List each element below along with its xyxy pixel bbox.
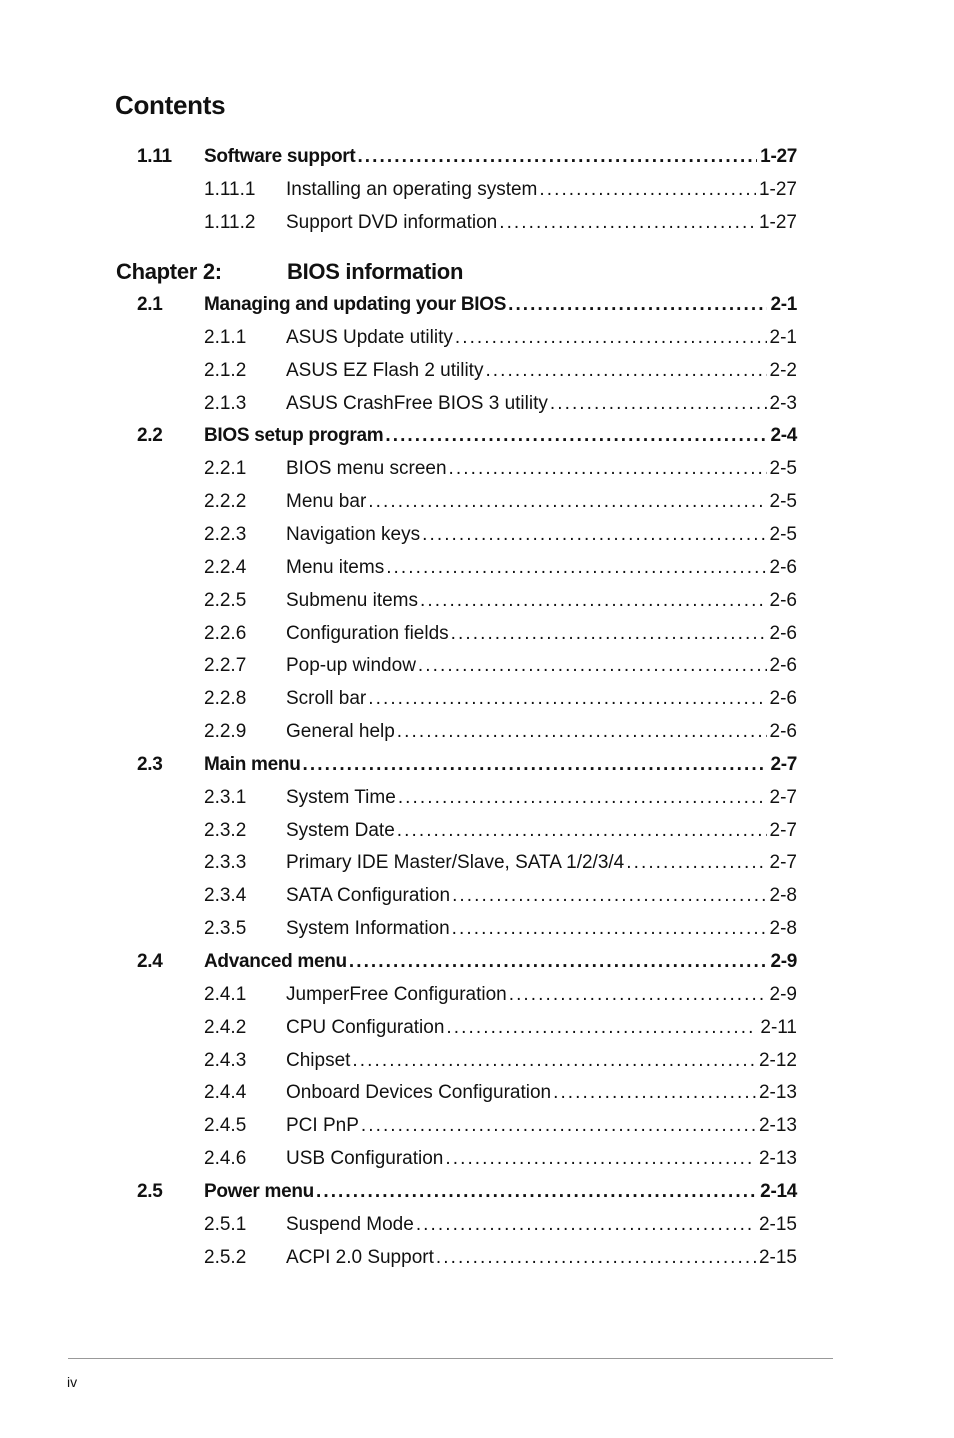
toc-entry-line <box>286 1049 797 1073</box>
dot-leader <box>446 1016 757 1040</box>
toc-entry-number: 2.5.1 <box>204 1213 247 1235</box>
toc-entry-number: 2.1.1 <box>204 326 247 348</box>
toc-entry-title: System Information <box>286 918 450 940</box>
toc-entry-line <box>286 884 797 908</box>
toc-entry-line <box>286 1147 797 1171</box>
toc-entry-number: 2.2.2 <box>204 491 247 513</box>
toc-entry-page: 2-4 <box>770 425 797 447</box>
dot-leader <box>385 424 767 448</box>
toc-entry-page: 2-6 <box>769 688 797 710</box>
toc-entry-page: 2-7 <box>769 852 797 874</box>
toc-entry-title: Configuration fields <box>286 622 449 644</box>
toc-entry-number: 1.11 <box>137 146 172 167</box>
chapter-title: BIOS information <box>287 259 464 284</box>
toc-entry-2-4-4[interactable] <box>0 1081 954 1105</box>
dot-leader <box>352 1049 756 1073</box>
toc-entry-line <box>286 819 797 843</box>
toc-entry-2-1[interactable] <box>0 293 954 317</box>
toc-entry-2-4-6[interactable] <box>0 1147 954 1171</box>
toc-entry-page: 2-7 <box>769 786 797 808</box>
toc-entry-title: Main menu <box>204 753 301 775</box>
toc-entry-2-4-3[interactable] <box>0 1049 954 1073</box>
toc-entry-number: 2.1.3 <box>204 392 247 414</box>
dot-leader <box>303 753 768 777</box>
toc-entry-line <box>286 457 797 481</box>
toc-entry-title: General help <box>286 721 395 743</box>
toc-entry-line <box>286 359 797 383</box>
toc-entry-page: 2-5 <box>769 458 797 480</box>
dot-leader <box>550 392 767 416</box>
toc-entry-page: 2-11 <box>760 1016 797 1038</box>
toc-entry-title: USB Configuration <box>286 1148 444 1170</box>
toc-entry-line <box>204 424 797 448</box>
toc-entry-2-4[interactable] <box>0 950 954 974</box>
toc-entry-line <box>286 178 797 202</box>
toc-entry-page: 2-9 <box>770 951 797 972</box>
toc-entry-title: BIOS setup program <box>204 425 384 447</box>
toc-entry-number: 2.1 <box>137 294 163 315</box>
toc-entry-number: 2.3.1 <box>204 786 247 808</box>
toc-entry-number: 2.2.3 <box>204 523 247 545</box>
toc-entry-page: 2-6 <box>769 622 797 644</box>
toc-entry-line <box>286 490 797 514</box>
toc-entry-page: 2-6 <box>769 655 797 677</box>
toc-entry-number: 2.3.3 <box>204 852 247 874</box>
toc-entry-page: 2-13 <box>758 1148 797 1170</box>
dot-leader <box>452 884 766 908</box>
toc-entry-title: Power menu <box>204 1180 314 1202</box>
dot-leader <box>418 654 767 678</box>
toc-entry-number: 2.3.5 <box>204 918 247 940</box>
toc-entry-page: 2-15 <box>758 1246 797 1268</box>
toc-entry-title: Submenu items <box>286 589 419 611</box>
toc-entry-2-2-1[interactable] <box>0 457 954 481</box>
toc-entry-line <box>286 1246 797 1270</box>
toc-entry-title: Advanced menu <box>204 951 347 972</box>
toc-entry-line <box>286 983 797 1007</box>
toc-entry-number: 1.11.1 <box>204 179 256 200</box>
toc-entry-title: SATA Configuration <box>286 885 451 907</box>
toc-entry-page: 2-7 <box>769 819 797 841</box>
toc-entry-2-5-2[interactable] <box>0 1246 954 1270</box>
toc-entry-page: 1-27 <box>758 212 797 233</box>
toc-entry-2-2-6[interactable] <box>0 622 954 646</box>
toc-entry-2-4-5[interactable] <box>0 1114 954 1138</box>
toc-entry-2-3-1[interactable] <box>0 786 954 810</box>
toc-entry-line <box>286 392 797 416</box>
toc-entry-2-1-3[interactable] <box>0 392 954 416</box>
dot-leader <box>422 523 766 547</box>
toc-entry-title: Chipset <box>286 1049 351 1071</box>
dot-leader <box>361 1114 756 1138</box>
toc-entry-page: 2-2 <box>769 359 797 381</box>
toc-entry-2-4-1[interactable] <box>0 983 954 1007</box>
toc-entry-title: Scroll bar <box>286 688 367 710</box>
toc-entry-number: 2.1.2 <box>204 359 247 381</box>
toc-entry-number: 2.3 <box>137 753 163 775</box>
page-title: Contents <box>115 90 226 120</box>
dot-leader <box>445 1147 756 1171</box>
toc-entry-title: Installing an operating system <box>286 179 538 200</box>
toc-entry-2-3-2[interactable] <box>0 819 954 843</box>
toc-entry-page: 2-6 <box>769 556 797 578</box>
toc-entry-number: 2.4.6 <box>204 1148 247 1170</box>
footer-page-number: iv <box>67 1374 78 1390</box>
toc-entry-line <box>286 1213 797 1237</box>
dot-leader <box>357 145 757 169</box>
dot-leader <box>499 211 756 235</box>
toc-entry-2-2-9[interactable] <box>0 720 954 744</box>
toc-entry-title: PCI PnP <box>286 1115 359 1137</box>
dot-leader <box>449 457 767 481</box>
toc-entry-number: 2.4 <box>137 951 163 972</box>
toc-entry-page: 2-12 <box>758 1049 797 1071</box>
toc-entry-number: 2.2.4 <box>204 556 247 578</box>
toc-entry-page: 2-14 <box>760 1180 797 1202</box>
toc-entry-number: 2.3.2 <box>204 819 247 841</box>
toc-entry-title: ACPI 2.0 Support <box>286 1246 434 1268</box>
dot-leader <box>539 178 756 202</box>
toc-entry-2-1-1[interactable] <box>0 326 954 350</box>
toc-entry-page: 2-1 <box>769 326 797 348</box>
dot-leader <box>398 786 767 810</box>
toc-entry-number: 2.4.5 <box>204 1115 247 1137</box>
toc-entry-title: ASUS CrashFree BIOS 3 utility <box>286 392 548 414</box>
toc-entry-line <box>286 720 797 744</box>
toc-entry-number: 2.2.1 <box>204 458 247 480</box>
toc-entry-line <box>204 145 797 169</box>
toc-entry-2-2-5[interactable] <box>0 589 954 613</box>
toc-entry-number: 2.2.7 <box>204 655 247 677</box>
toc-entry-number: 2.4.3 <box>204 1049 247 1071</box>
toc-entry-1-11-2[interactable] <box>0 211 954 235</box>
toc-entry-line <box>204 293 797 317</box>
dot-leader <box>508 293 767 317</box>
toc-entry-page: 2-15 <box>758 1213 797 1235</box>
toc-entry-page: 2-6 <box>769 721 797 743</box>
toc-entry-line <box>286 687 797 711</box>
toc-entry-number: 2.4.4 <box>204 1082 247 1104</box>
toc-entry-1-11[interactable] <box>0 145 954 169</box>
toc-entry-line <box>286 851 797 875</box>
toc-entry-number: 2.2 <box>137 425 163 447</box>
toc-entry-line <box>286 654 797 678</box>
dot-leader <box>316 1180 757 1204</box>
toc-entry-title: Menu bar <box>286 491 367 513</box>
chapter-label: Chapter 2: <box>116 259 222 284</box>
toc-entry-page: 1-27 <box>758 179 797 200</box>
dot-leader <box>397 819 767 843</box>
toc-entry-page: 2-8 <box>769 918 797 940</box>
dot-leader <box>368 687 766 711</box>
chapter-heading <box>116 257 816 287</box>
dot-leader <box>420 589 767 613</box>
toc-entry-page: 2-7 <box>770 753 797 775</box>
toc-entry-number: 1.11.2 <box>204 212 256 233</box>
toc-entry-1-11-1[interactable] <box>0 178 954 202</box>
toc-entry-title: Onboard Devices Configuration <box>286 1082 552 1104</box>
dot-leader <box>452 917 767 941</box>
toc-entry-title: Software support <box>204 146 356 167</box>
toc-entry-title: Suspend Mode <box>286 1213 414 1235</box>
toc-entry-line <box>286 917 797 941</box>
toc-entry-2-3[interactable] <box>0 753 954 777</box>
toc-entry-line <box>286 211 797 235</box>
dot-leader <box>349 950 768 974</box>
toc-entry-2-2-8[interactable] <box>0 687 954 711</box>
toc-entry-number: 2.4.1 <box>204 983 247 1005</box>
toc-entry-page: 1-27 <box>760 146 797 167</box>
toc-entry-page: 2-5 <box>769 523 797 545</box>
toc-entry-title: Support DVD information <box>286 212 498 233</box>
toc-entry-line <box>286 523 797 547</box>
toc-entry-2-5-1[interactable] <box>0 1213 954 1237</box>
toc-entry-2-1-2[interactable] <box>0 359 954 383</box>
toc-entry-title: ASUS EZ Flash 2 utility <box>286 359 484 381</box>
toc-entry-2-4-2[interactable] <box>0 1016 954 1040</box>
toc-entry-number: 2.2.8 <box>204 688 247 710</box>
toc-entry-title: Pop-up window <box>286 655 416 677</box>
toc-entry-title: Primary IDE Master/Slave, SATA 1/2/3/4 <box>286 852 625 874</box>
dot-leader <box>397 720 767 744</box>
toc-entry-title: CPU Configuration <box>286 1016 445 1038</box>
toc-entry-number: 2.2.5 <box>204 589 247 611</box>
toc-entry-line <box>286 786 797 810</box>
toc-entry-page: 2-5 <box>769 491 797 513</box>
toc-entry-title: Menu items <box>286 556 385 578</box>
dot-leader <box>386 556 766 580</box>
toc-entry-line <box>286 326 797 350</box>
toc-entry-page: 2-1 <box>770 294 797 315</box>
toc-entry-2-2-2[interactable] <box>0 490 954 514</box>
toc-entry-number: 2.3.4 <box>204 885 247 907</box>
toc-entry-title: Managing and updating your BIOS <box>204 294 507 315</box>
toc-entry-line <box>204 1180 797 1204</box>
toc-entry-2-3-5[interactable] <box>0 917 954 941</box>
toc-entry-2-5[interactable] <box>0 1180 954 1204</box>
dot-leader <box>485 359 766 383</box>
toc-entry-page: 2-13 <box>758 1115 797 1137</box>
dot-leader <box>451 622 767 646</box>
toc-entry-number: 2.2.6 <box>204 622 247 644</box>
toc-entry-number: 2.5 <box>137 1180 163 1202</box>
toc-entry-2-2[interactable] <box>0 424 954 448</box>
toc-entry-number: 2.5.2 <box>204 1246 247 1268</box>
toc-entry-page: 2-9 <box>769 983 797 1005</box>
toc-entry-title: Navigation keys <box>286 523 421 545</box>
dot-leader <box>436 1246 756 1270</box>
toc-entry-2-3-4[interactable] <box>0 884 954 908</box>
toc-entry-number: 2.2.9 <box>204 721 247 743</box>
toc-entry-page: 2-6 <box>769 589 797 611</box>
toc-entry-2-2-4[interactable] <box>0 556 954 580</box>
toc-entry-title: BIOS menu screen <box>286 458 447 480</box>
toc-entry-line <box>286 1114 797 1138</box>
toc-entry-2-2-3[interactable] <box>0 523 954 547</box>
dot-leader <box>626 851 766 875</box>
toc-entry-page: 2-8 <box>769 885 797 907</box>
toc-entry-line <box>286 589 797 613</box>
dot-leader <box>553 1081 756 1105</box>
toc-entry-line <box>286 1081 797 1105</box>
dot-leader <box>416 1213 756 1237</box>
toc-entry-page: 2-13 <box>758 1082 797 1104</box>
toc-entry-title: System Time <box>286 786 396 808</box>
toc-entry-page: 2-3 <box>769 392 797 414</box>
toc-entry-line <box>204 950 797 974</box>
toc-entry-line <box>286 556 797 580</box>
toc-entry-line <box>286 622 797 646</box>
toc-entry-title: JumperFree Configuration <box>286 983 507 1005</box>
footer-divider <box>68 1358 833 1359</box>
toc-entry-title: System Date <box>286 819 395 841</box>
toc-entry-number: 2.4.2 <box>204 1016 247 1038</box>
dot-leader <box>368 490 766 514</box>
toc-entry-2-2-7[interactable] <box>0 654 954 678</box>
dot-leader <box>455 326 767 350</box>
toc-entry-line <box>286 1016 797 1040</box>
toc-entry-2-3-3[interactable] <box>0 851 954 875</box>
toc-entry-title: ASUS Update utility <box>286 326 453 348</box>
dot-leader <box>509 983 767 1007</box>
toc-entry-line <box>204 753 797 777</box>
